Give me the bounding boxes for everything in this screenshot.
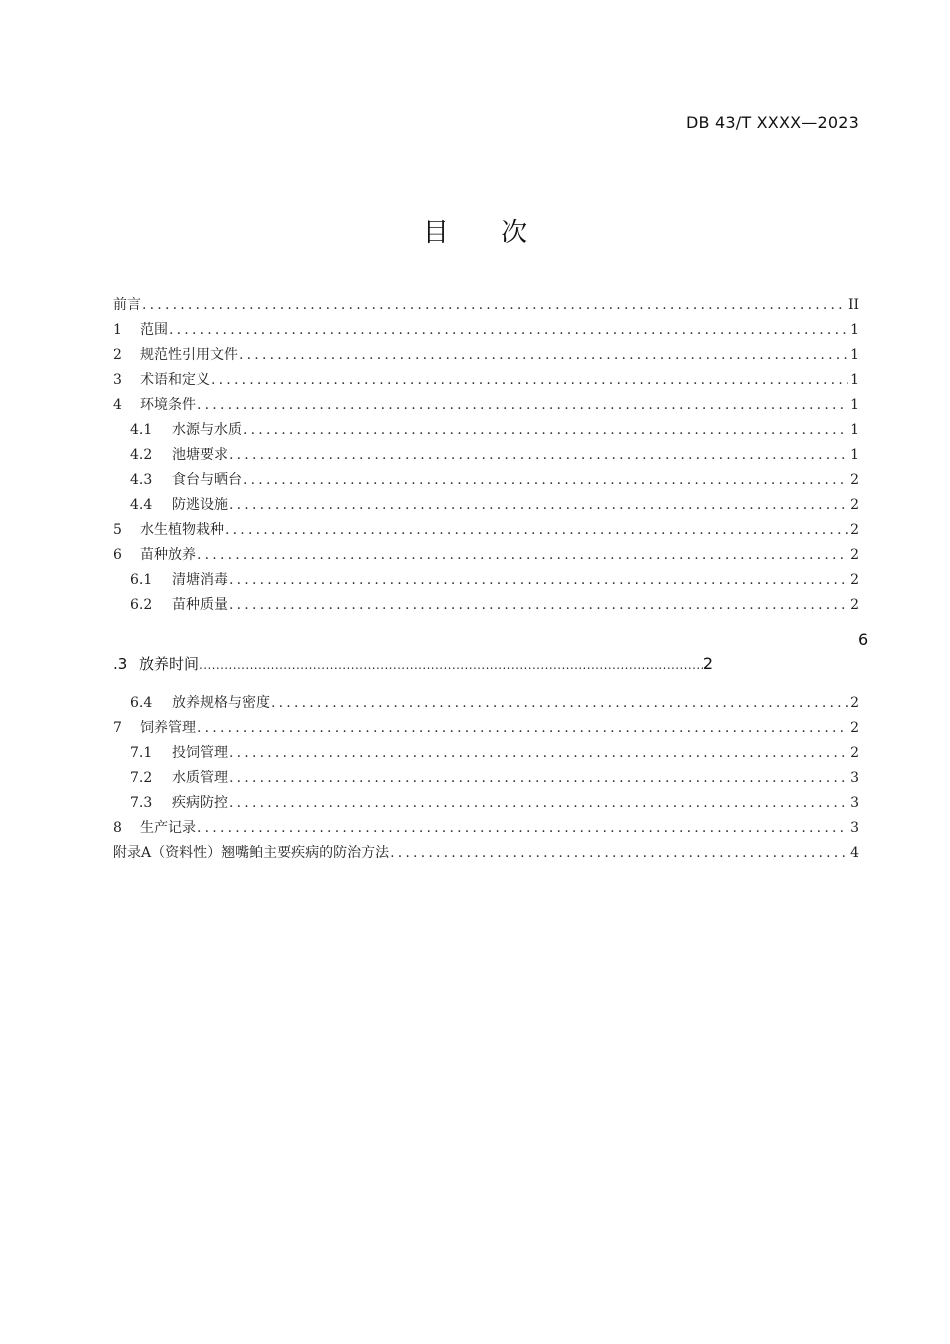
toc-entry-number: 6	[113, 547, 122, 563]
dot-leader	[225, 518, 848, 543]
toc-entry-number: 7.3	[130, 795, 153, 811]
toc-entry[interactable]	[113, 518, 859, 543]
toc-entry-number: .3	[113, 655, 128, 673]
dot-leader	[390, 841, 848, 866]
dot-leader	[229, 791, 848, 816]
dot-leader	[211, 368, 848, 393]
toc-entry-number: 8	[113, 820, 122, 836]
dot-leader	[169, 318, 848, 343]
dot-leader	[229, 741, 848, 766]
toc-entry[interactable]	[113, 418, 859, 443]
toc-entry-number: 4.1	[130, 422, 153, 438]
toc-entry[interactable]	[113, 293, 859, 318]
toc-entry-page: 2	[702, 654, 713, 673]
dot-leader	[229, 593, 848, 618]
toc-entry-page: 2	[850, 745, 859, 761]
toc-entry-label: 范围	[140, 322, 168, 338]
toc-entry-number: 4.3	[130, 472, 153, 488]
toc-list-part2	[113, 691, 859, 866]
toc-entry-number: 1	[113, 322, 122, 338]
toc-entry-page: 2	[850, 597, 859, 613]
toc-entry-label: 苗种质量	[172, 597, 228, 613]
dot-leader	[229, 443, 848, 468]
toc-entry-page: 1	[850, 372, 859, 388]
dot-leader	[142, 293, 846, 318]
toc-entry[interactable]	[113, 816, 859, 841]
toc-entry[interactable]	[113, 691, 859, 716]
dot-leader	[229, 568, 848, 593]
document-code: DB 43/T XXXX—2023	[686, 113, 859, 132]
toc-entry-label: 水质管理	[172, 770, 228, 786]
toc-entry-label: 规范性引用文件	[140, 347, 238, 363]
toc-entry-page: 3	[850, 770, 859, 786]
toc-entry-page: 2	[850, 522, 859, 538]
dot-leader	[197, 816, 848, 841]
toc-entry[interactable]	[113, 468, 859, 493]
toc-entry[interactable]	[113, 393, 859, 418]
toc-entry-page: 1	[850, 447, 859, 463]
toc-entry-number: 6.4	[130, 695, 153, 711]
toc-entry[interactable]	[113, 543, 859, 568]
toc-entry[interactable]	[113, 343, 859, 368]
toc-entry-label: 放养规格与密度	[172, 695, 270, 711]
toc-entry[interactable]	[113, 593, 859, 618]
toc-entry[interactable]	[113, 443, 859, 468]
toc-entry-page: 2	[850, 720, 859, 736]
toc-entry-number: 7	[113, 720, 122, 736]
toc-entry-page: 3	[850, 820, 859, 836]
toc-entry-label: 生产记录	[140, 820, 196, 836]
toc-entry-page: 1	[850, 397, 859, 413]
toc-entry-label: 疾病防控	[172, 795, 228, 811]
toc-entry-number: 4.4	[130, 497, 153, 513]
toc-entry[interactable]	[113, 568, 859, 593]
toc-title: 目 次	[422, 218, 550, 248]
dot-leader	[197, 716, 848, 741]
toc-entry-label: 投饲管理	[172, 745, 228, 761]
toc-entry-label: 防逃设施	[172, 497, 228, 513]
dot-leader	[243, 418, 848, 443]
toc-entry-page: 2	[850, 547, 859, 563]
toc-entry-label: 环境条件	[140, 397, 196, 413]
dot-leader	[199, 658, 703, 672]
toc-entry-page: 2	[850, 572, 859, 588]
toc-entry-page: II	[847, 297, 859, 313]
toc-entry-label: 水源与水质	[172, 422, 242, 438]
broken-entry-prefix: 6	[858, 630, 869, 649]
toc-entry-number: 4.2	[130, 447, 153, 463]
dot-leader	[243, 468, 848, 493]
toc-entry-label: 清塘消毒	[172, 572, 228, 588]
toc-entry-page: 1	[850, 422, 859, 438]
toc-entry-number: 3	[113, 372, 122, 388]
toc-entry[interactable]	[113, 791, 859, 816]
toc-entry-page: 2	[850, 497, 859, 513]
dot-leader	[239, 343, 848, 368]
toc-entry[interactable]	[113, 716, 859, 741]
toc-entry-label: 术语和定义	[140, 372, 210, 388]
toc-entry-label: 水生植物栽种	[140, 522, 224, 538]
toc-entry-label: 前言	[113, 297, 141, 313]
toc-entry-6-3[interactable]	[113, 653, 713, 674]
toc-entry-page: 2	[850, 695, 859, 711]
dot-leader	[197, 543, 848, 568]
toc-entry-number: 7.2	[130, 770, 153, 786]
toc-entry[interactable]	[113, 766, 859, 791]
toc-entry-label: 苗种放养	[140, 547, 196, 563]
toc-entry[interactable]	[113, 741, 859, 766]
toc-entry-number: 5	[113, 522, 122, 538]
toc-entry[interactable]	[113, 368, 859, 393]
dot-leader	[271, 691, 848, 716]
toc-entry-page: 3	[850, 795, 859, 811]
toc-entry-label: 放养时间	[139, 655, 200, 673]
toc-entry[interactable]	[113, 318, 859, 343]
toc-entry-label: 饲养管理	[140, 720, 196, 736]
toc-list-part1	[113, 293, 859, 618]
toc-entry-label: 池塘要求	[172, 447, 228, 463]
toc-entry-number: 2	[113, 347, 122, 363]
toc-entry-number: 4	[113, 397, 122, 413]
toc-entry[interactable]	[113, 841, 859, 866]
toc-entry-number: 6.2	[130, 597, 153, 613]
toc-entry[interactable]	[113, 493, 859, 518]
toc-entry-number: 7.1	[130, 745, 153, 761]
toc-entry-page: 1	[850, 347, 859, 363]
toc-entry-label: 食台与晒台	[172, 472, 242, 488]
toc-entry-number: 6.1	[130, 572, 153, 588]
dot-leader	[197, 393, 848, 418]
toc-entry-page: 4	[850, 845, 859, 861]
dot-leader	[229, 493, 848, 518]
toc-entry-page: 1	[850, 322, 859, 338]
dot-leader	[229, 766, 848, 791]
toc-entry-page: 2	[850, 472, 859, 488]
toc-entry-label: 附录A（资料性）翘嘴鲌主要疾病的防治方法	[113, 845, 390, 861]
